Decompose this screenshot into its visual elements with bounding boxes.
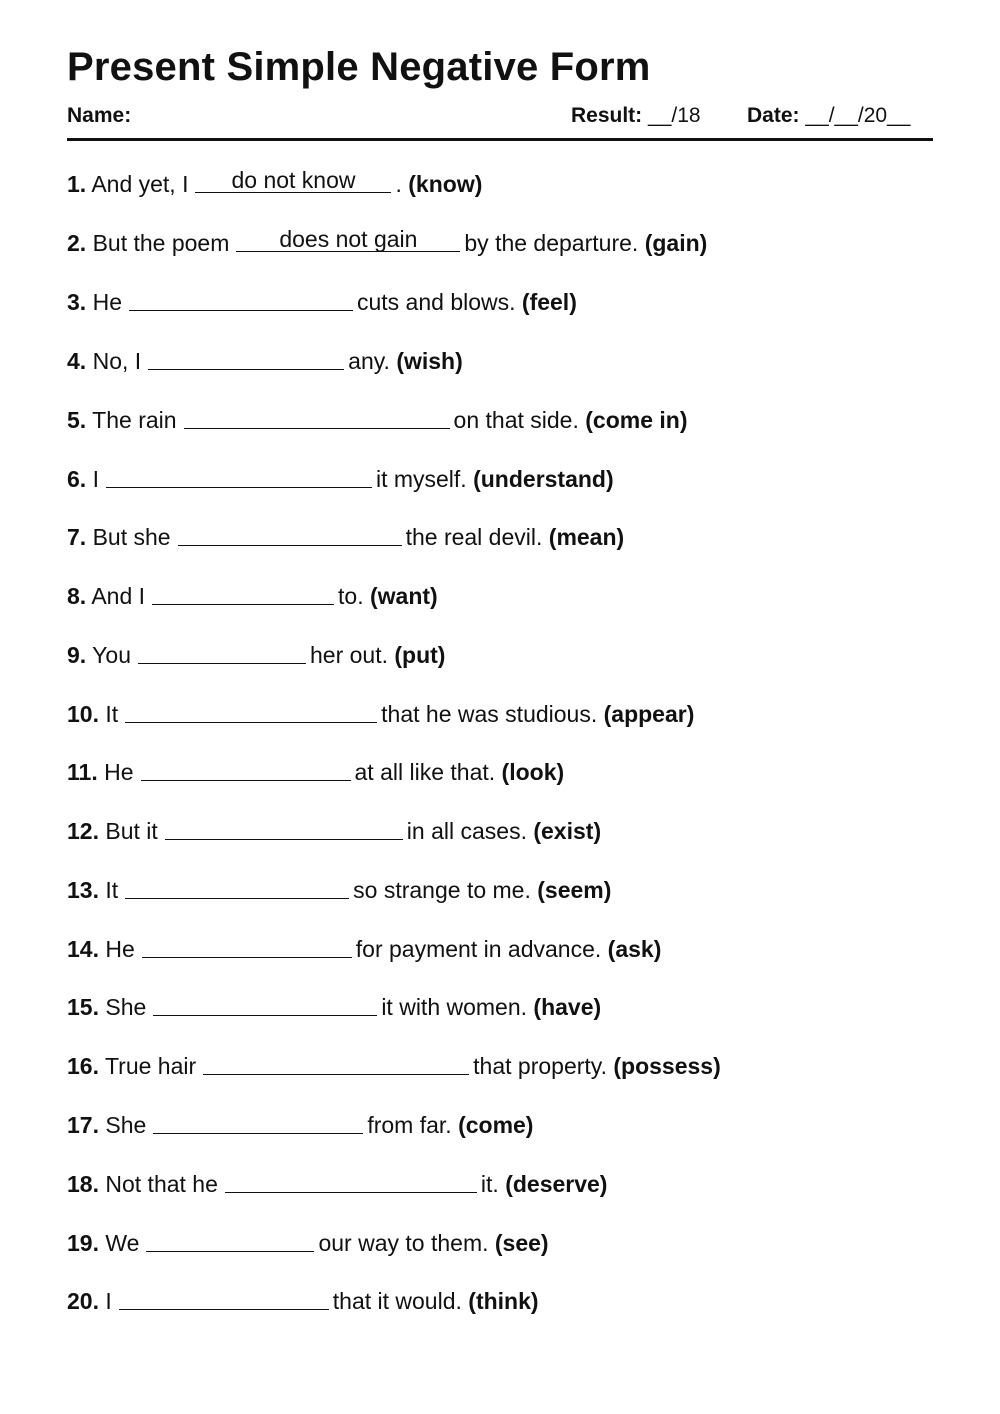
question-text-before: He <box>104 759 134 785</box>
question-row <box>67 640 445 670</box>
verb-hint: (wish) <box>396 348 463 374</box>
verb-hint: (ask) <box>607 936 662 962</box>
answer-blank[interactable] <box>148 346 344 376</box>
question-text-before: He <box>105 936 135 962</box>
verb-hint: (appear) <box>603 701 695 727</box>
answer-blank[interactable] <box>184 405 450 435</box>
answer-blank[interactable] <box>152 581 334 611</box>
question-text-after: it myself. <box>375 466 467 492</box>
verb-hint: (see) <box>494 1230 549 1256</box>
date-label: Date: <box>747 104 800 127</box>
verb-hint: (understand) <box>473 466 614 492</box>
result-field <box>571 102 701 130</box>
answer-blank[interactable] <box>125 699 377 729</box>
question-text-after: that he was studious. <box>381 701 598 727</box>
question-text-before: And yet, I <box>91 171 189 197</box>
question-text-after: our way to them. <box>318 1230 489 1256</box>
verb-hint: (exist) <box>533 818 602 844</box>
question-number: 15. <box>67 994 99 1020</box>
verb-hint: (seem) <box>537 877 612 903</box>
question-number: 5. <box>67 407 87 433</box>
question-row <box>67 757 564 787</box>
header-divider <box>67 138 933 141</box>
answer-blank[interactable] <box>119 1286 329 1316</box>
answer-blank[interactable] <box>153 1110 363 1140</box>
answer-blank[interactable] <box>225 1169 477 1199</box>
question-text-after: for payment in advance. <box>355 936 602 962</box>
verb-hint: (think) <box>468 1288 539 1314</box>
question-text-before: But it <box>105 818 158 844</box>
question-row <box>67 875 611 905</box>
answer-blank[interactable] <box>106 464 372 494</box>
answer-blank[interactable] <box>129 287 353 317</box>
question-text-after: it with women. <box>381 994 528 1020</box>
question-text-before: It <box>105 877 119 903</box>
verb-hint: (mean) <box>548 524 625 550</box>
question-number: 17. <box>67 1112 99 1138</box>
question-text-before: The rain <box>92 407 177 433</box>
question-number: 2. <box>67 230 87 256</box>
question-number: 8. <box>67 583 87 609</box>
question-row <box>67 699 694 729</box>
question-row <box>67 169 482 199</box>
question-number: 10. <box>67 701 99 727</box>
answer-blank[interactable] <box>195 169 391 199</box>
question-number: 9. <box>67 642 87 668</box>
question-row <box>67 464 614 494</box>
answer-blank[interactable] <box>178 522 402 552</box>
verb-hint: (deserve) <box>505 1171 608 1197</box>
result-value: __/18 <box>648 104 701 127</box>
answer-blank[interactable] <box>138 640 306 670</box>
question-row <box>67 1110 533 1140</box>
question-text-after: at all like that. <box>354 759 496 785</box>
question-text-after: it. <box>480 1171 499 1197</box>
question-text-before: You <box>92 642 131 668</box>
verb-hint: (put) <box>394 642 446 668</box>
answer-blank[interactable] <box>153 992 377 1022</box>
question-row <box>67 934 661 964</box>
question-row <box>67 346 463 376</box>
question-text-after: so strange to me. <box>353 877 531 903</box>
question-text-before: No, I <box>92 348 142 374</box>
answer-blank[interactable] <box>141 757 351 787</box>
verb-hint: (look) <box>501 759 565 785</box>
answer-blank[interactable] <box>165 816 403 846</box>
question-number: 16. <box>67 1053 99 1079</box>
question-number: 7. <box>67 524 87 550</box>
question-row <box>67 405 687 435</box>
question-number: 19. <box>67 1230 99 1256</box>
question-text-before: True hair <box>104 1053 197 1079</box>
answer-blank[interactable] <box>236 228 460 258</box>
question-text-before: Not that he <box>105 1171 218 1197</box>
question-text-before: But the poem <box>92 230 230 256</box>
question-row <box>67 1169 607 1199</box>
answer-blank[interactable] <box>203 1051 469 1081</box>
question-text-before: He <box>92 289 122 315</box>
question-text-after: her out. <box>309 642 388 668</box>
question-text-before: She <box>105 994 147 1020</box>
question-number: 20. <box>67 1288 99 1314</box>
question-text-after: on that side. <box>453 407 579 433</box>
question-text-after: the real devil. <box>405 524 543 550</box>
date-field <box>747 102 910 130</box>
question-text-before: It <box>105 701 119 727</box>
answer-blank[interactable] <box>125 875 349 905</box>
question-number: 6. <box>67 466 87 492</box>
question-text-after: to. <box>338 583 364 609</box>
question-text-after: in all cases. <box>406 818 527 844</box>
question-text-after: any. <box>348 348 390 374</box>
worksheet-title: Present Simple Negative Form <box>67 45 651 89</box>
question-number: 13. <box>67 877 99 903</box>
verb-hint: (come in) <box>585 407 688 433</box>
verb-hint: (feel) <box>521 289 577 315</box>
verb-hint: (want) <box>370 583 438 609</box>
verb-hint: (gain) <box>644 230 708 256</box>
answer-blank[interactable] <box>146 1228 314 1258</box>
question-number: 18. <box>67 1171 99 1197</box>
question-row <box>67 228 707 258</box>
question-row <box>67 1228 549 1258</box>
answer-blank[interactable] <box>142 934 352 964</box>
question-number: 12. <box>67 818 99 844</box>
verb-hint: (know) <box>408 171 483 197</box>
question-text-before: She <box>105 1112 147 1138</box>
verb-hint: (come) <box>458 1112 534 1138</box>
result-label: Result: <box>571 104 643 127</box>
question-text-after: . <box>395 171 402 197</box>
answer-text: does not gain <box>279 226 418 252</box>
question-row <box>67 522 624 552</box>
question-row <box>67 992 601 1022</box>
question-text-before: And I <box>91 583 146 609</box>
question-text-after: that it would. <box>332 1288 462 1314</box>
question-number: 3. <box>67 289 87 315</box>
question-number: 11. <box>67 759 98 785</box>
verb-hint: (have) <box>533 994 602 1020</box>
question-text-before: We <box>105 1230 140 1256</box>
question-row <box>67 581 438 611</box>
question-row <box>67 1051 721 1081</box>
question-text-after: from far. <box>367 1112 452 1138</box>
question-text-after: that property. <box>473 1053 607 1079</box>
worksheet-header <box>67 102 933 130</box>
question-row <box>67 287 577 317</box>
question-number: 4. <box>67 348 87 374</box>
date-value: __/__/20__ <box>805 104 911 127</box>
answer-text: do not know <box>231 167 356 193</box>
verb-hint: (possess) <box>613 1053 721 1079</box>
question-number: 14. <box>67 936 99 962</box>
question-text-before: But she <box>92 524 171 550</box>
question-row <box>67 816 601 846</box>
question-row <box>67 1286 539 1316</box>
name-label: Name: <box>67 104 132 127</box>
question-text-after: cuts and blows. <box>356 289 516 315</box>
question-number: 1. <box>67 171 87 197</box>
question-text-before: I <box>105 1288 112 1314</box>
question-text-after: by the departure. <box>464 230 639 256</box>
question-text-before: I <box>92 466 99 492</box>
